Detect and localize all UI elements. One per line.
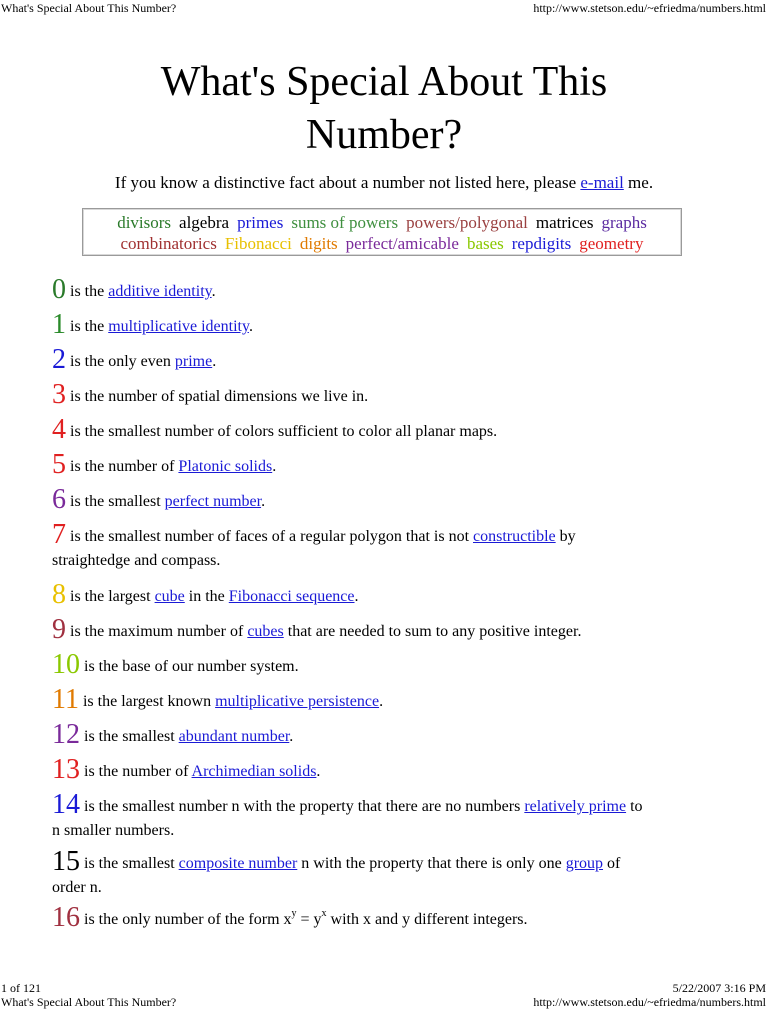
fact-text: is the number of: [70, 458, 179, 475]
fact-text: .: [289, 728, 294, 745]
fact-link[interactable]: composite number: [178, 855, 298, 872]
fact-text: n with the property that there is only one: [297, 855, 566, 872]
fact-number: 12: [52, 719, 80, 750]
fact-text: is the: [70, 283, 109, 300]
fact-9: [52, 616, 752, 644]
fact-text: .: [354, 588, 359, 605]
fact-6: [52, 486, 752, 514]
fact-number: 10: [52, 649, 80, 680]
print-header-title: What's Special About This Number?: [1, 1, 177, 15]
fact-link[interactable]: constructible: [473, 528, 556, 545]
fact-text: .: [211, 283, 216, 300]
fact-continuation: n smaller numbers.: [52, 822, 175, 839]
fact-link[interactable]: cubes: [247, 623, 284, 640]
fact-text: .: [272, 458, 277, 475]
fact-link[interactable]: abundant number: [178, 728, 290, 745]
page-title-line1: What's Special About This: [160, 59, 608, 105]
print-footer-datetime: 5/22/2007 3:16 PM: [672, 981, 766, 995]
category-fibonacci[interactable]: Fibonacci: [224, 234, 292, 253]
fact-12: [52, 721, 752, 749]
fact-link[interactable]: additive identity: [108, 283, 212, 300]
fact-3: [52, 381, 752, 409]
fact-0: [52, 276, 752, 304]
email-link[interactable]: e-mail: [580, 173, 624, 192]
fact-link[interactable]: Platonic solids: [178, 458, 273, 475]
fact-text: is the base of our number system.: [84, 658, 299, 675]
intro-before: If you know a distinctive fact about a number not listed here, please: [114, 173, 581, 192]
fact-superscript: y: [291, 908, 297, 919]
page-title-line2: Number?: [305, 112, 463, 158]
fact-number: 4: [52, 414, 66, 445]
category-row-2: [83, 233, 681, 254]
category-matrices[interactable]: matrices: [535, 213, 594, 232]
fact-link[interactable]: perfect number: [164, 493, 262, 510]
print-footer-page: 1 of 121: [1, 981, 41, 995]
fact-number: 6: [52, 484, 66, 515]
fact-number: 2: [52, 344, 66, 375]
fact-14: [52, 791, 752, 843]
fact-number: 11: [52, 684, 79, 715]
category-bases[interactable]: bases: [466, 234, 504, 253]
fact-number: 14: [52, 789, 80, 820]
fact-text: is the smallest: [84, 855, 179, 872]
fact-11: [52, 686, 752, 714]
category-graphs[interactable]: graphs: [601, 213, 647, 232]
fact-text: = y: [296, 911, 322, 928]
category-geometry[interactable]: geometry: [579, 234, 644, 253]
fact-4: [52, 416, 752, 444]
fact-number: 0: [52, 274, 66, 305]
page-title: [0, 56, 768, 162]
fact-text: .: [316, 763, 321, 780]
category-powers-polygonal[interactable]: powers/polygonal: [406, 213, 528, 232]
fact-7: [52, 521, 752, 573]
fact-number: 16: [52, 902, 80, 933]
print-footer-url: http://www.stetson.edu/~efriedma/numbers.html: [533, 995, 766, 1009]
category-repdigits[interactable]: repdigits: [511, 234, 572, 253]
fact-link[interactable]: cube: [154, 588, 185, 605]
fact-text: is the number of spatial dimensions we live in.: [70, 388, 369, 405]
print-footer-title: What's Special About This Number?: [1, 995, 177, 1009]
fact-text: by: [555, 528, 576, 545]
fact-text: .: [379, 693, 384, 710]
fact-continuation: order n.: [52, 879, 102, 896]
fact-number: 3: [52, 379, 66, 410]
fact-5: [52, 451, 752, 479]
fact-text: is the smallest number of faces of a regular polygon that is not: [70, 528, 474, 545]
fact-number: 8: [52, 579, 66, 610]
fact-text: that are needed to sum to any positive integer.: [283, 623, 582, 640]
fact-number: 9: [52, 614, 66, 645]
fact-text: is the largest: [70, 588, 155, 605]
fact-number: 13: [52, 754, 80, 785]
fact-8: [52, 581, 752, 609]
fact-2: [52, 346, 752, 374]
fact-13: [52, 756, 752, 784]
fact-text: is the smallest: [84, 728, 179, 745]
fact-number: 5: [52, 449, 66, 480]
fact-superscript: x: [321, 908, 327, 919]
fact-link[interactable]: multiplicative identity: [108, 318, 249, 335]
fact-number: 7: [52, 519, 66, 550]
print-header-url: http://www.stetson.edu/~efriedma/numbers.html: [533, 1, 766, 15]
category-digits[interactable]: digits: [299, 234, 338, 253]
category-combinatorics[interactable]: combinatorics: [120, 234, 217, 253]
fact-link[interactable]: Fibonacci sequence: [228, 588, 355, 605]
category-primes[interactable]: primes: [237, 213, 284, 232]
category-algebra[interactable]: algebra: [179, 213, 230, 232]
fact-continuation: straightedge and compass.: [52, 552, 221, 569]
fact-link[interactable]: group: [565, 855, 604, 872]
fact-text: is the maximum number of: [70, 623, 248, 640]
category-row-1: [83, 212, 681, 233]
fact-text: is the largest known: [82, 693, 216, 710]
fact-text: is the number of: [84, 763, 192, 780]
fact-text: is the smallest number of colors sufficient to color all planar maps.: [70, 423, 498, 440]
fact-text: is the only number of the form x: [84, 911, 292, 928]
category-divisors[interactable]: divisors: [117, 213, 172, 232]
fact-link[interactable]: prime: [174, 353, 213, 370]
fact-number: 15: [52, 846, 80, 877]
fact-text: of: [603, 855, 621, 872]
fact-text: to: [626, 798, 643, 815]
fact-text: with x and y different integers.: [326, 911, 528, 928]
fact-text: is the smallest number n with the property that there are no numbers: [84, 798, 525, 815]
fact-text: is the: [70, 318, 109, 335]
fact-text: is the only even: [70, 353, 175, 370]
intro-after: me.: [623, 173, 654, 192]
category-sums-of-powers[interactable]: sums of powers: [291, 213, 399, 232]
category-perfect-amicable[interactable]: perfect/amicable: [345, 234, 459, 253]
fact-15: [52, 848, 752, 900]
intro-text: [0, 172, 768, 194]
fact-10: [52, 651, 752, 679]
fact-text: .: [212, 353, 217, 370]
fact-link[interactable]: Archimedian solids: [191, 763, 317, 780]
fact-text: .: [248, 318, 253, 335]
fact-text: is the smallest: [70, 493, 165, 510]
fact-text: .: [261, 493, 266, 510]
fact-1: [52, 311, 752, 339]
category-box: [82, 208, 682, 256]
fact-link[interactable]: multiplicative persistence: [215, 693, 380, 710]
fact-link[interactable]: relatively prime: [524, 798, 627, 815]
fact-16: [52, 904, 752, 932]
fact-number: 1: [52, 309, 66, 340]
fact-text: in the: [184, 588, 229, 605]
